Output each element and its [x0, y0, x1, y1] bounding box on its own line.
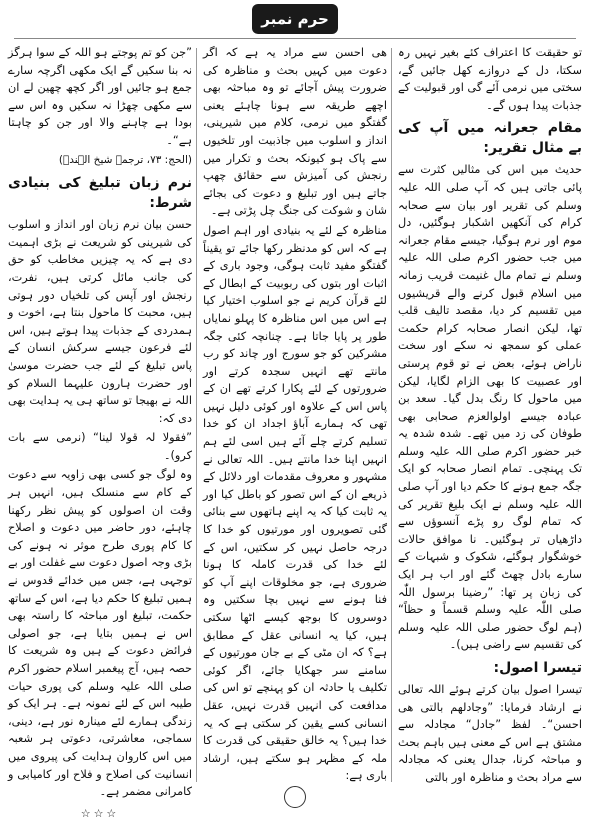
column-separator: [196, 48, 197, 782]
section-heading: تیسرا اصول:: [493, 660, 582, 676]
paragraph: تیسرا اصول بیان کرتے ہوئے اللہ تعالی نے ارشاد فرمایا: ”وجادلھم بالتی ھی احسن“۔ لفظ ”جادل“ مجادلہ سے مشتق ہے اس کے معنی ہیں باہم بحث و مباحثہ کرنا، جدال یعنی کہ مجادلہ سے مراد بحث و مناظرہ اور بالتی: [398, 683, 582, 784]
header-banner: حرم نمبر: [252, 4, 338, 34]
paragraph: تو حقیقت کا اعتراف کئے بغیر نہیں رہ سکتا، دل کے دروازے کھل جائیں گے، سختی میں نرمی آئے گی اور قبولیت کے جذبات پیدا ہوں گے۔: [398, 46, 582, 112]
reference: (الحج: ۷۳، ترجمہ شیخ الہندؒ): [58, 153, 192, 166]
quote-paragraph: ”جن کو تم پوجتے ہو اللہ کے سوا ہرگز نہ بنا سکیں گے ایک مکھی اگرچہ سارے جمع ہو جائیں اور اگر کچھ چھین لے ان سے مکھی چھڑا نہ سکیں وہ اس سے بودا ہے چاہنے والا اور جن کو چاہتا ہے“۔: [8, 46, 192, 147]
paragraph: وہ لوگ جو کسی بھی زاویہ سے دعوت کے کام سے منسلک ہیں، انہیں ہر وقت ان اصولوں کو پیش نظر رکھنا چاہئے، دور حاضر میں دعوت و اصلاح کا کام پوری طرح موثر نہ ہونے کی بڑی وجہ اصول دعوت سے غفلت اور بے توجہی ہے، جس میں خدائے قدوس نے ہمیں تبلیغ کا حکم دیا ہے، اس کے ساتھ حکمت، تبلیغ اور مباحثہ کا راستہ بھی اس نے ہمیں بتایا ہے، جو اصولی فرائض دعوت کے ہیں وہ شریعت کا حصہ ہیں، آج پیغمبر اسلام حضور اکرم صلی اللہ علیہ وسلم کی پوری حیات طیبہ اس کے لئے نمونہ ہے۔ ہر ایک کو زندگی ہمارے لئے مینارہ نور ہے، دینی، سماجی، معاشرتی، دعوتی ہر شعبہ میں اس کاروان ہدایت کی پیروی میں انسانیت کی اصلاح و فلاح اور کامیابی و کامرانی مضمر ہے۔: [8, 468, 192, 799]
end-stars: ☆☆☆: [80, 806, 120, 820]
paragraph: مناظرہ کے لئے یہ بنیادی اور اہم اصول ہے کہ اس کو مدنظر رکھا جائے تو یقیناً گفتگو مفید ثابت ہوگی، وجود باری کے اثبات اور بتوں کی ربوبیت کے ابطال کے لئے قرآن کریم نے جو اسلوب اختیار کیا ہے اس میں اس مناظرہ کا پہلو نمایاں طور پر پایا جاتا ہے۔ چنانچہ کئی جگہ مشرکین کو جو سورج اور چاند کو رب مانتے تھے انہیں سجدہ کرتے اور ضرورتوں کے لئے پکارا کرتے تھے ان کے پاس اس کے علاوہ اور کوئی دلیل نہیں تھی کہ ہمارے آباؤ اجداد ان کو خدا تسلیم کرتے چلے آئے ہیں اسی لئے ہم انہیں اپنا خدا مانتے ہیں۔ اللہ تعالی نے مشہور و معروف مقدمات اور دلائل کے ذریعے ان کے اس تصور کو باطل کیا اور یہ ثابت کیا کہ یہ اپنے ہاتھوں سے بنائی گئی تصویروں اور مورتیوں کو خدا کا درجہ حاصل نہیں کر سکتیں، اس کے لئے خدا کی قدرت کاملہ کا ہونا ضروری ہے، جو مخلوقات اپنے آپ کو فنا ہونے سے نہیں بچا سکتیں وہ دوسروں کا بوجھ کیسے اٹھا سکتی ہیں، کیا یہ انسانی عقل کے مطابق ہے؟ کہ ان مٹی کے بے جان مورتیوں کے سامنے سر جھکایا جائے، اگر کوئی تکلیف یا حادثہ ان کو پہنچے تو اس کی مدافعت کی انہیں قدرت نہیں، عقل انسانی کسے یقین کر سکتی ہے کہ یہ خدا ہیں؟ یہ خالق حقیقی کی قدرت کا ملہ کے مظہر ہو سکتے ہیں، ارشاد باری ہے:: [203, 223, 387, 783]
paragraph: حسن بیان نرم زبان اور انداز و اسلوب کی شیرینی کو شریعت نے بڑی اہمیت دی ہے کہ یہ چیزیں مخاطب کو حق کی جانب مائل کرتی ہیں، نفرت، رنجش اور آپس کی تلخیاں دور ہوتی ہیں، محبت کا ماحول بنتا ہے، اخوت و ہمدردی کے جذبات پیدا ہوتے ہیں، اس لئے فرعون جیسے سرکش انسان کے پاس تبلیغ کے لئے جب حضرت موسیٰ اور حضرت ہارون علیہما السلام کو اللہ نے بھیجا تو ساتھ ہی یہ ہدایت بھی دی کہ:: [8, 218, 192, 425]
column-middle: [203, 44, 387, 786]
page-number-circle: [284, 786, 306, 808]
column-separator: [391, 48, 392, 782]
paragraph: ھی احسن سے مراد یہ ہے کہ اگر دعوت میں کہیں بحث و مناظرہ کی ضرورت پیش آجائے تو وہ مباحثہ بھی اچھے طریقہ سے ہونا چاہئے یعنی گفتگو میں نرمی، کلام میں شیرینی، انداز و اسلوب میں جاذبیت اور تلخیوں سے پاک ہو کیونکہ بحث و تکرار میں رنجش کی آمیزش سے حقائق چھپ جاتے ہیں اور تبلیغ و دعوت کی بجائے شان و شوکت کی جنگ چل پڑتی ہے۔: [203, 46, 387, 218]
column-right: [398, 44, 582, 786]
paragraph: حدیث میں اس کی مثالیں کثرت سے پائی جاتی ہیں کہ آپ صلی اللہ علیہ وسلم کی تقریر اور بیان سے صحابہ کرام کی آنکھیں اشکبار ہوگئیں، دل موم اور نرم ہوگیا، جیسے مقام جعرانہ میں جب حضور اکرم صلی اللہ علیہ وسلم نے تمام مال غنیمت قریب زمانہ میں اسلام قبول کرنے والے قریشیوں میں تقسیم کر دیا، مقصد تالیف قلب تھا، لیکن انصار صحابہ کرام حکمت عملی کو سمجھ نہ سکے اور سخت ناراض ہوئے، بعض نے تو قوم پرستی اور عصبیت کا بھی الزام لگایا، لیکن میں ماحول کا رنگ بدل گیا۔ سعد بن عبادہ جیسے اولوالعزم صحابی بھی طوفان کی زد میں تھے۔ شدہ شدہ یہ خبر حضور اکرم صلی اللہ علیہ وسلم تک پہنچی۔ تمام انصار صحابہ کو ایک جگہ جمع ہونے کا حکم دیا اور آپ صلی اللہ علیہ وسلم نے ایک بلیغ تقریر کی کہ تمام لوگ رو پڑے آنسوؤں سے داڑھیاں تر ہوگئیں۔ نا موافق حالات خوشگوار ہوگئے، شکوک و شبہات کے سارے بادل چھٹ گئے اور اب ہر ایک کی زبان پر تھا: ”رضینا برسول اللّٰہ صلی اللّٰہ علیہ وسلم قسماً و حظاً“ (ہم لوگ حضور صلی اللہ علیہ وسلم کی تقسیم سے راضی ہیں)۔: [398, 163, 582, 652]
quote-line: ”فقولا لہ قولا لینا“ (نرمی سے بات کرو)۔: [8, 431, 192, 462]
top-rule: [14, 38, 576, 39]
section-heading: مقام جعرانہ میں آپ کی بے مثال تقریر:: [398, 120, 582, 157]
section-heading: نرم زبان تبلیغ کی بنیادی شرط:: [8, 175, 192, 212]
column-left: [8, 44, 192, 820]
